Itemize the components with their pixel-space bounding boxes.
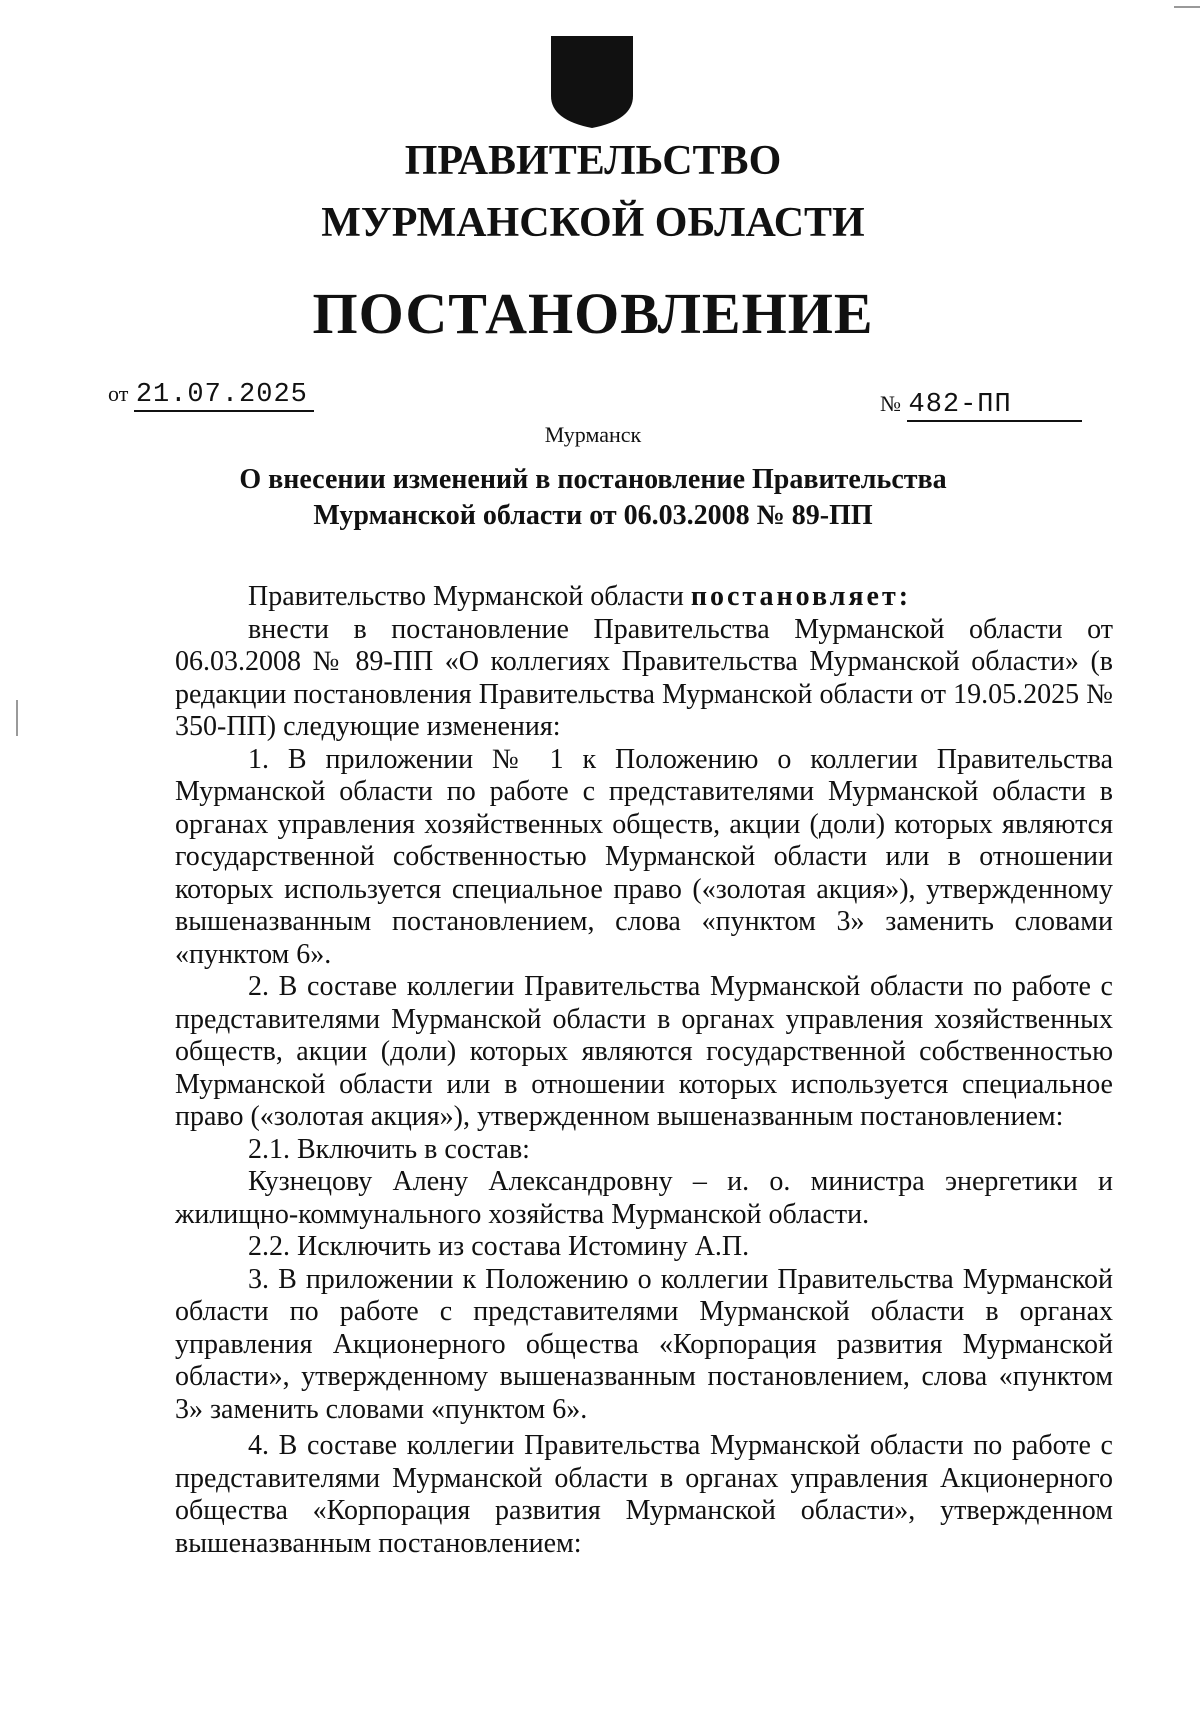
paragraph-2-2: 2.2. Исключить из состава Истомину А.П. bbox=[248, 1231, 750, 1262]
intro-paragraph bbox=[175, 581, 1113, 614]
number-field bbox=[880, 392, 1082, 422]
document-city: Мурманск bbox=[544, 422, 642, 447]
decree-word: постановляет: bbox=[690, 581, 912, 612]
date-prefix: от bbox=[108, 381, 129, 406]
document-type: ПОСТАНОВЛЕНИЕ bbox=[312, 281, 874, 346]
document-number: 482-ПП bbox=[907, 392, 1082, 422]
org-title-line2: МУРМАНСКОЙ ОБЛАСТИ bbox=[321, 200, 865, 246]
intro-lead: Правительство Мурманской области bbox=[248, 581, 691, 612]
paragraph-2-1-person: Кузнецову Алену Александровну – и. о. министра энергетики и жилищно-коммунального хозяйства Мурманской области. bbox=[175, 1166, 1113, 1230]
scan-edge-mark bbox=[1174, 6, 1200, 8]
heading-line2: Мурманской области от 06.03.2008 № 89-ПП bbox=[313, 500, 873, 531]
document-date: 21.07.2025 bbox=[134, 382, 314, 412]
scan-edge-mark-left bbox=[16, 700, 18, 736]
document-body bbox=[175, 581, 1113, 1560]
paragraph-3: 3. В приложении к Положению о коллегии Правительства Мурманской области по работе с представителями Мурманской области в органах управления Акционерного общества «Корпорация развития Мурманской области», утвержденному вышеназванным постановлением, слова «пунктом 3» заменить словами «пунктом 6». bbox=[175, 1263, 1113, 1425]
paragraph-1: 1. В приложении № 1 к Положению о коллегии Правительства Мурманской области по работе с представителями Мурманской области в органах управления хозяйственных обществ, акции (доли) которых являются государственной собственностью Мурманской области или в отношении которых используется специальное право («золотая акция»), утвержденному вышеназванным постановлением, слова «пунктом 3» заменить словами «пунктом 6». bbox=[175, 743, 1113, 970]
date-field bbox=[108, 382, 314, 412]
paragraph-4: 4. В составе коллегии Правительства Мурманской области по работе с представителями Мурманской области в органах управления Акционерного общества «Корпорация развития Мурманской области», утвержденном вышеназванным постановлением: bbox=[175, 1430, 1113, 1559]
paragraph-2-1: 2.1. Включить в состав: bbox=[248, 1133, 530, 1165]
paragraph-2: 2. В составе коллегии Правительства Мурманской области по работе с представителями Мурманской области в органах управления хозяйственных обществ, акции (доли) которых являются государственной собственностью Мурманской области или в отношении которых используется специальное право («золотая акция»), утвержденном вышеназванным постановлением: bbox=[175, 971, 1113, 1132]
paragraph-main: внести в постановление Правительства Мурманской области от 06.03.2008 № 89-ПП «О коллегиях Правительства Мурманской области» (в редакции постановления Правительства Мурманской области от 19.05.2025 № 350-ПП) следующие изменения: bbox=[175, 613, 1113, 742]
number-prefix: № bbox=[880, 391, 901, 416]
org-title-line1: ПРАВИТЕЛЬСТВО bbox=[404, 138, 782, 184]
document-heading bbox=[0, 462, 1186, 534]
coat-of-arms-icon bbox=[549, 36, 635, 128]
heading-line1: О внесении изменений в постановление Правительства bbox=[239, 464, 947, 495]
